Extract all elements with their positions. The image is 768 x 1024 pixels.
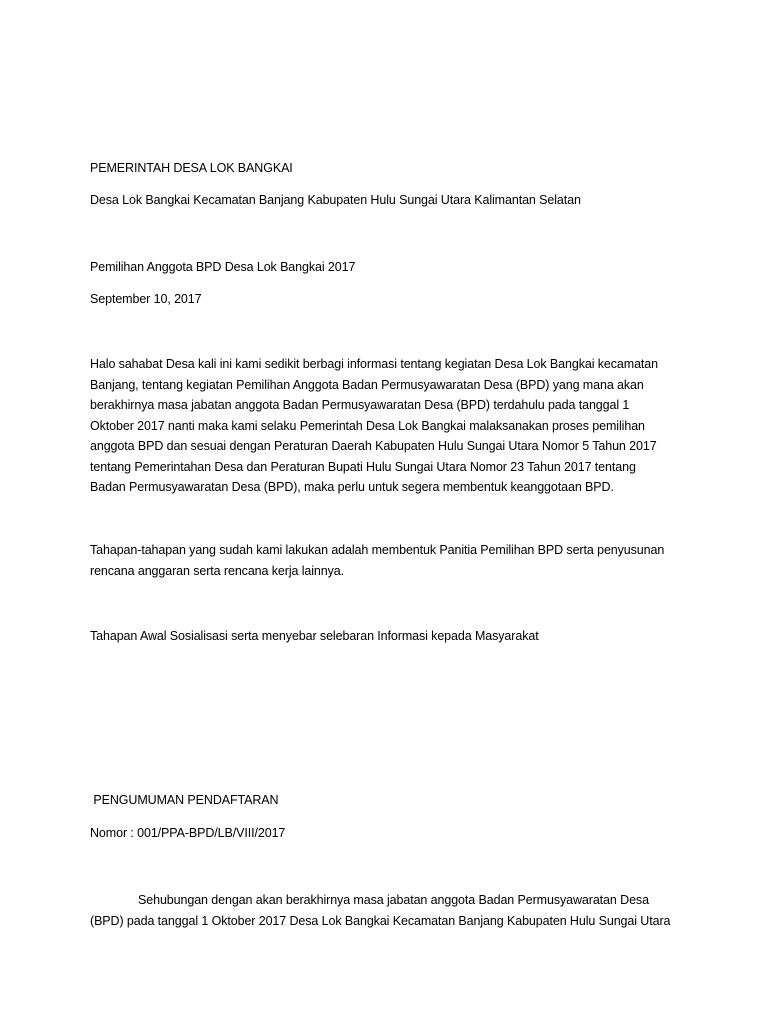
paragraph-line: Badan Permusyawaratan Desa (BPD), maka perlu untuk segera membentuk keanggotaan BPD. xyxy=(90,480,614,494)
paragraph-line: (BPD) pada tanggal 1 Oktober 2017 Desa Lok Bangkai Kecamatan Banjang Kabupaten Hulu Sungai Utara xyxy=(90,913,671,928)
paragraph-line: Oktober 2017 nanti maka kami selaku Pemerintah Desa Lok Bangkai malaksanakan proses pemilihan xyxy=(90,418,645,433)
paragraph-line: Banjang, tentang kegiatan Pemilihan Anggota Badan Permusyawaratan Desa (BPD) yang mana akan xyxy=(90,377,644,392)
paragraph-line: tentang Pemerintahan Desa dan Peraturan Bupati Hulu Sungai Utara Nomor 23 Tahun 2017 tentang xyxy=(90,459,636,474)
post-date: September 10, 2017 xyxy=(90,292,202,306)
announcement-number: Nomor : 001/PPA-BPD/LB/VIII/2017 xyxy=(90,826,286,840)
document-address: Desa Lok Bangkai Kecamatan Banjang Kabupaten Hulu Sungai Utara Kalimantan Selatan xyxy=(90,193,581,207)
paragraph-stages xyxy=(90,540,675,581)
paragraph-intro xyxy=(90,354,675,498)
paragraph-announcement xyxy=(90,890,675,931)
paragraph-line: Halo sahabat Desa kali ini kami sedikit berbagi informasi tentang kegiatan Desa Lok Bangkai kecamatan xyxy=(90,357,659,371)
post-title: Pemilihan Anggota BPD Desa Lok Bangkai 2017 xyxy=(90,260,356,274)
paragraph-line: rencana anggaran serta rencana kerja lainnya. xyxy=(90,563,345,578)
paragraph-line: Tahapan-tahapan yang sudah kami lakukan adalah membentuk Panitia Pemilihan BPD serta penyusunan xyxy=(90,543,665,557)
announcement-title: PENGUMUMAN PENDAFTARAN xyxy=(90,793,279,807)
document-heading: PEMERINTAH DESA LOK BANGKAI xyxy=(90,161,293,175)
paragraph-line: anggota BPD dan sesuai dengan Peraturan Daerah Kabupaten Hulu Sungai Utara Nomor 5 Tahun 2017 xyxy=(90,439,657,453)
paragraph-line: berakhirnya masa jabatan anggota Badan Permusyawaratan Desa (BPD) terdahulu pada tanggal 1 xyxy=(90,398,630,412)
paragraph-line: Sehubungan dengan akan berakhirnya masa jabatan anggota Badan Permusyawaratan Desa xyxy=(138,893,649,907)
stage-title: Tahapan Awal Sosialisasi serta menyebar selebaran Informasi kepada Masyarakat xyxy=(90,629,539,643)
